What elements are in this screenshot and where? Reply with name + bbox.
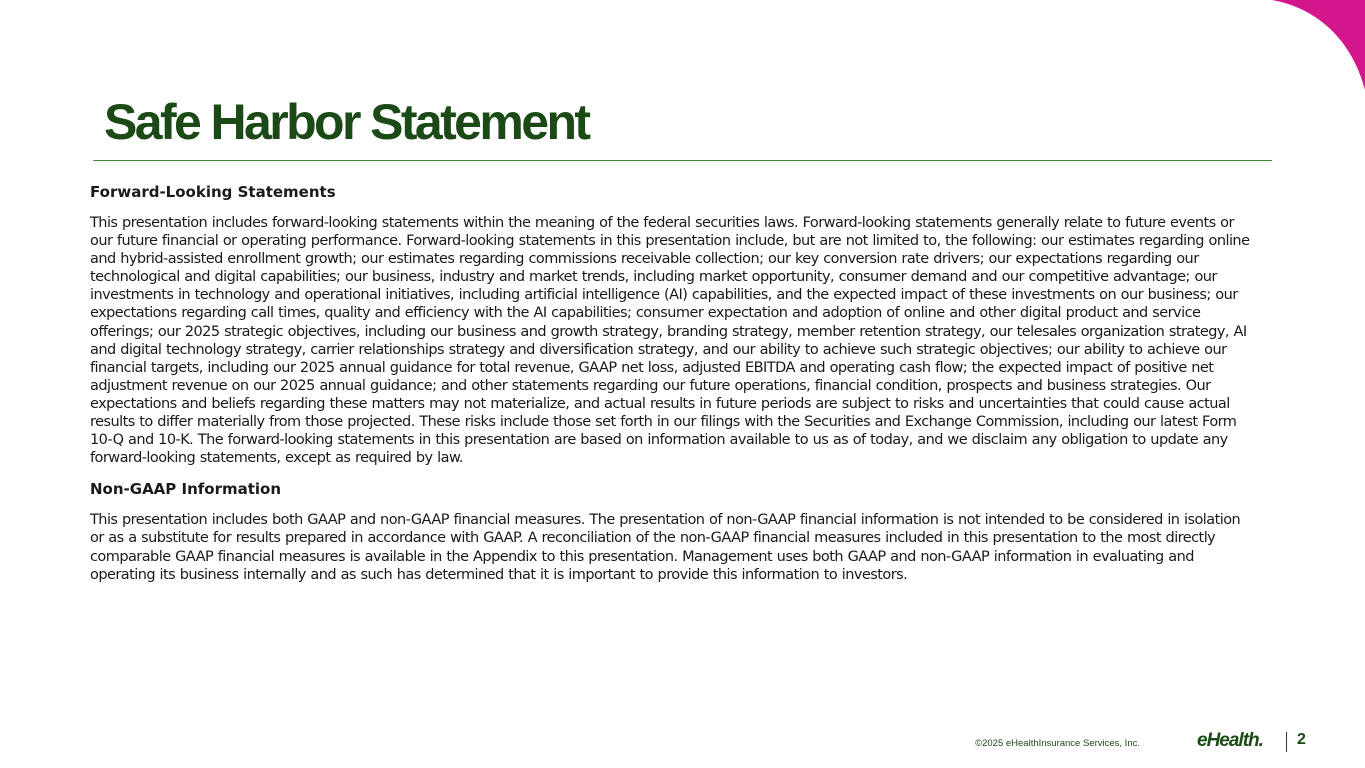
forward-looking-paragraph: This presentation includes forward-looking statements within the meaning of the federal securities laws. Forward-looking statements generally relate to future events or our future financial or operating performance. Forward-looking statements in this presentation include, but are not limited to, the following: our estimates regarding online and hybrid-assisted enrollment growth; our estimates regarding commissions receivable collection; our key conversion rate drivers; our expectations regarding our technological and digital capabilities; our business, industry and market trends, including market opportunity, consumer demand and our competitive advantage; our investments in technology and operational initiatives, including artificial intelligence (AI) capabilities, and the expected impact of these investments on our business; our expectations regarding call times, quality and efficiency with the AI capabilities; consumer expectation and adoption of online and other digital product and service offerings; our 2025 strategic objectives, including our business and growth strategy, branding strategy, member retention strategy, our telesales organization strategy, AI and digital technology strategy, carrier relationships strategy and diversification strategy, and our ability to achieve such strategic objectives; our ability to achieve our financial targets, including our 2025 annual guidance for total revenue, GAAP net loss, adjusted EBITDA and operating cash flow; the expected impact of positive net adjustment revenue on our 2025 annual guidance; and other statements regarding our future operations, financial condition, prospects and business strategies. Our expectations and beliefs regarding these matters may not materialize, and actual results in future periods are subject to risks and uncertainties that could cause actual results to differ materially from those projected. These risks include those set forth in our filings with the Securities and Exchange Commission, including our latest Form 10-Q and 10-K. The forward-looking statements in this presentation are based on information available to us as of today, and we disclaim any obligation to update any forward-looking statements, except as required by law. xyxy=(90,215,1250,467)
footer-divider xyxy=(1286,732,1287,752)
statement-content xyxy=(90,182,1255,596)
forward-looking-heading: Forward-Looking Statements xyxy=(90,183,336,201)
copyright-notice: ©2025 eHealthInsurance Services, Inc. xyxy=(975,738,1140,749)
non-gaap-section xyxy=(90,479,1255,583)
non-gaap-heading: Non-GAAP Information xyxy=(90,480,282,499)
ehealth-logo: eHealth. xyxy=(1197,730,1263,751)
page-number: 2 xyxy=(1297,731,1306,748)
non-gaap-paragraph: This presentation includes both GAAP and non-GAAP financial measures. The presentation of non-GAAP financial information is not intended to be considered in isolation or as a substitute for results prepared in accordance with GAAP. A reconciliation of the non-GAAP financial measures included in this presentation to the most directly comparable GAAP financial measures is available in the Appendix to this presentation. Management uses both GAAP and non-GAAP information in evaluating and operating its business internally and as such has determined that it is important to provide this information to investors. xyxy=(90,512,1241,583)
title-divider xyxy=(93,160,1272,161)
corner-accent-shape xyxy=(1272,0,1365,90)
footer xyxy=(900,728,1320,758)
forward-looking-section xyxy=(90,182,1255,467)
page-title: Safe Harbor Statement xyxy=(104,94,589,150)
